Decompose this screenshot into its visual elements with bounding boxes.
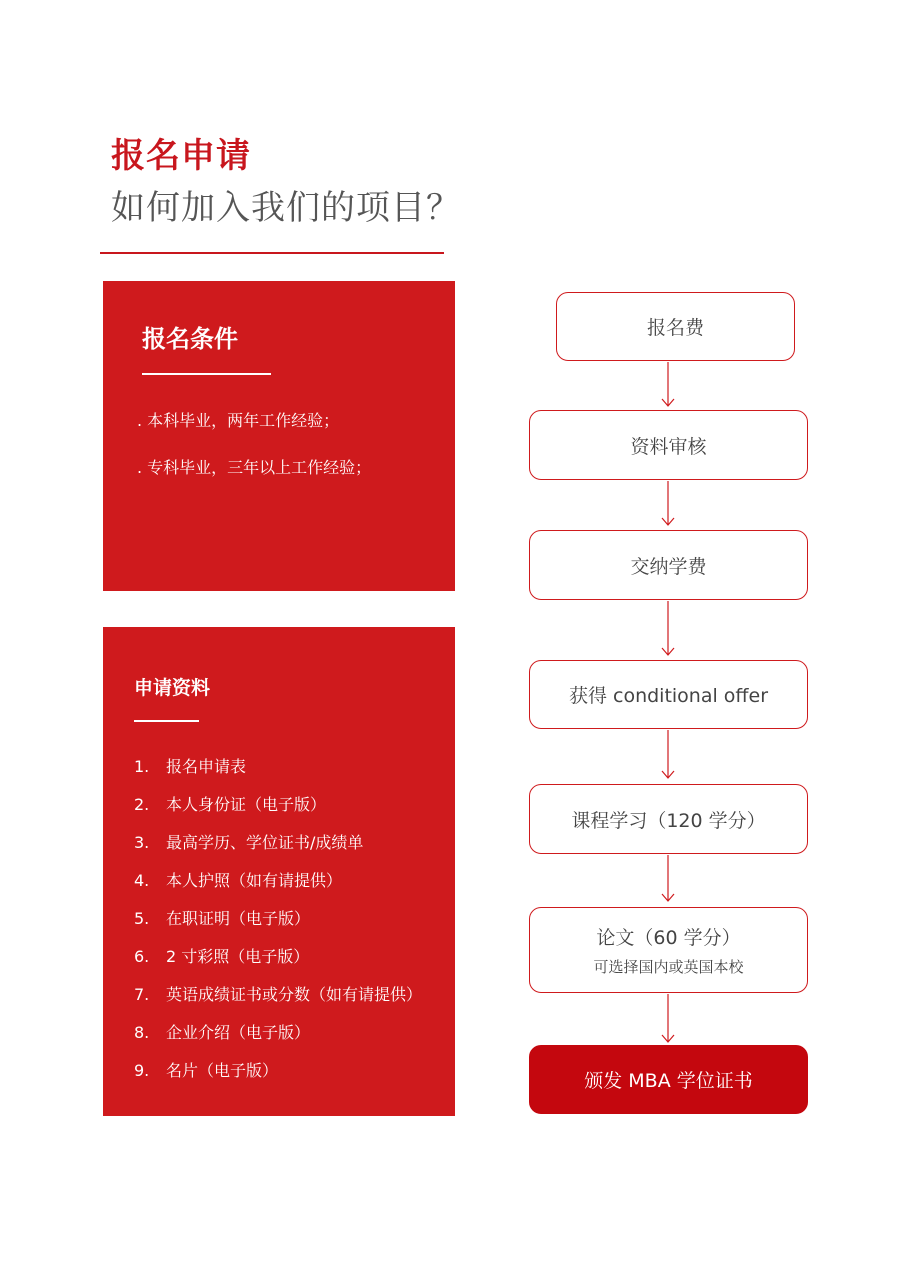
documents-panel [103, 627, 455, 1116]
page-subtitle: 如何加入我们的项目？ [111, 188, 461, 228]
step-label: 报名费 [646, 317, 704, 339]
document-text: 企业介绍（电子版） [166, 1023, 311, 1042]
document-number: 8. [134, 1023, 150, 1042]
arrow-down-icon [661, 994, 675, 1044]
step-label: 交纳学费 [630, 555, 707, 578]
conditions-panel [103, 281, 455, 591]
document-item [134, 1059, 422, 1097]
document-text: 名片（电子版） [166, 1061, 279, 1080]
documents-divider [134, 720, 199, 722]
arrow-down-icon [661, 601, 675, 657]
step-mba-certificate [529, 1045, 808, 1114]
step-label: 颁发 MBA 学位证书 [584, 1070, 753, 1092]
arrow-down-icon [661, 362, 675, 408]
condition-item: . 专科毕业，三年以上工作经验； [137, 458, 372, 477]
title-divider [100, 252, 444, 254]
document-number: 7. [134, 985, 150, 1004]
step-conditional-offer [529, 660, 808, 729]
step-thesis [529, 907, 808, 993]
document-number: 5. [134, 909, 150, 928]
document-item [134, 793, 422, 831]
arrow-down-icon [661, 730, 675, 780]
step-label: 获得 conditional offer [568, 685, 769, 707]
document-item [134, 755, 422, 793]
documents-list [134, 755, 422, 1097]
document-text: 本人护照（如有请提供） [166, 871, 343, 890]
page-title: 报名申请 [111, 136, 251, 176]
step-document-review [529, 410, 808, 480]
documents-heading: 申请资料 [134, 677, 211, 699]
step-label: 资料审核 [630, 435, 707, 458]
document-text: 本人身份证（电子版） [166, 795, 327, 814]
step-label: 课程学习（120 学分） [571, 809, 766, 832]
document-number: 1. [134, 757, 150, 776]
step-label: 论文（60 学分） [596, 927, 741, 949]
step-tuition-payment [529, 530, 808, 600]
conditions-list [137, 409, 371, 503]
document-number: 9. [134, 1061, 150, 1080]
document-number: 2. [134, 795, 150, 814]
document-text: 在职证明（电子版） [166, 909, 311, 928]
document-text: 2 寸彩照（电子版） [166, 947, 310, 966]
document-text: 报名申请表 [166, 757, 247, 776]
document-item [134, 945, 422, 983]
arrow-down-icon [661, 855, 675, 903]
arrow-down-icon [661, 481, 675, 527]
step-registration-fee [556, 292, 795, 361]
document-item [134, 869, 422, 907]
document-item [134, 907, 422, 945]
document-item [134, 983, 422, 1021]
step-coursework [529, 784, 808, 854]
document-number: 4. [134, 871, 150, 890]
document-number: 6. [134, 947, 150, 966]
document-number: 3. [134, 833, 150, 852]
document-text: 最高学历、学位证书/成绩单 [166, 833, 364, 852]
step-sublabel: 可选择国内或英国本校 [593, 958, 744, 976]
conditions-heading: 报名条件 [142, 325, 238, 353]
document-item [134, 1021, 422, 1059]
document-item [134, 831, 422, 869]
conditions-divider [142, 373, 271, 375]
document-text: 英语成绩证书或分数（如有请提供） [166, 985, 423, 1004]
condition-item: . 本科毕业，两年工作经验； [137, 411, 340, 430]
